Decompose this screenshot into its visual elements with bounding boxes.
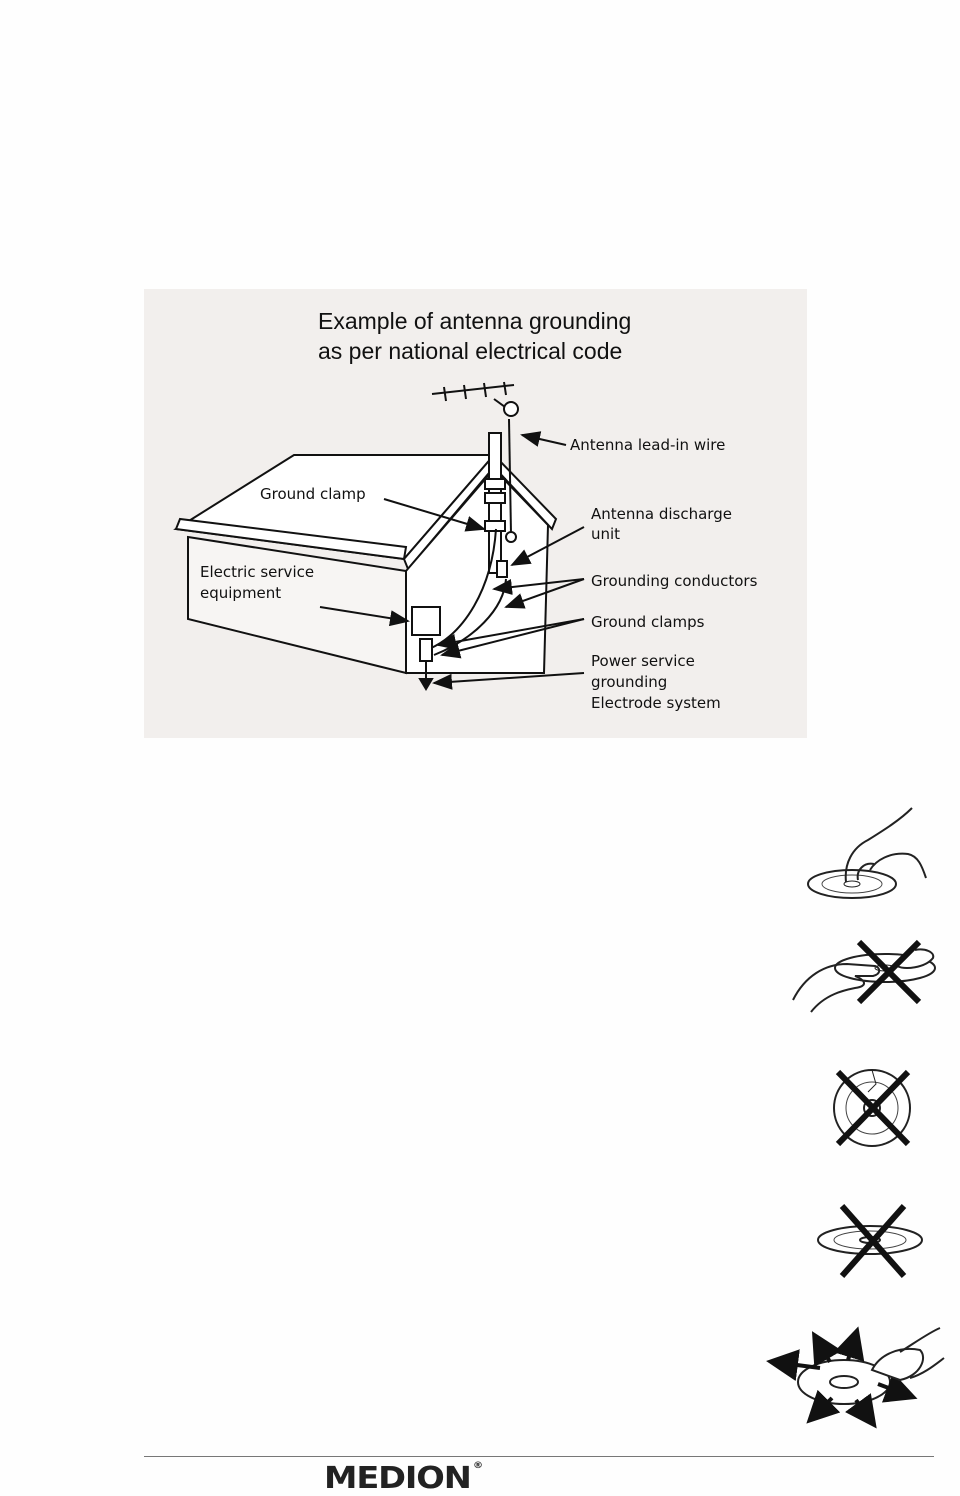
- label-power-service-1: Power service: [591, 652, 695, 670]
- cracked-disc-icon: [820, 1058, 930, 1158]
- wipe-disc-outward-icon: [760, 1318, 950, 1430]
- label-power-service-3: Electrode system: [591, 694, 721, 712]
- medion-logo: [324, 1461, 482, 1496]
- logo-text: MEDION: [324, 1461, 471, 1496]
- label-antenna-discharge-1: Antenna discharge: [591, 505, 732, 523]
- label-ground-clamps: Ground clamps: [591, 613, 705, 631]
- antenna-grounding-diagram: [144, 289, 807, 738]
- registered-mark: ®: [472, 1461, 482, 1471]
- label-electric-service-1: Electric service: [200, 563, 315, 581]
- label-electric-service-2: equipment: [200, 584, 282, 602]
- diagram-title-line2: as per national electrical code: [318, 338, 623, 364]
- hold-disc-center-icon: [800, 800, 940, 910]
- warped-disc-icon: [810, 1188, 935, 1288]
- diagram-title-line1: Example of antenna grounding: [318, 308, 632, 334]
- label-antenna-lead-in-wire: Antenna lead-in wire: [570, 436, 726, 454]
- label-ground-clamp: Ground clamp: [260, 485, 366, 503]
- label-antenna-discharge-2: unit: [591, 525, 621, 543]
- footer-divider: [144, 1456, 934, 1457]
- label-power-service-2: grounding: [591, 673, 668, 691]
- label-grounding-conductors: Grounding conductors: [591, 572, 758, 590]
- touch-disc-surface-icon: [785, 928, 945, 1028]
